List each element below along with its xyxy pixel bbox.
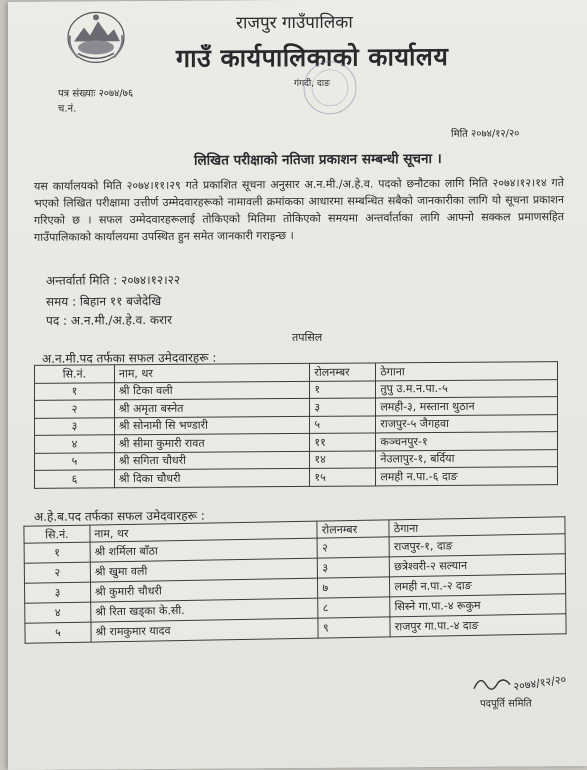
table-row	[35, 467, 558, 488]
cell-roll: ५	[310, 415, 376, 433]
cell-name: श्री सगिता चौधरी	[114, 451, 310, 470]
cell-roll: १	[310, 380, 376, 398]
notice-subject: लिखित परीक्षाको नतिजा प्रकाशन सम्बन्धी सूचना ।	[194, 150, 442, 169]
cell-roll: ८	[318, 597, 390, 618]
cell-address: लमही न.पा.-६ दाङ	[376, 467, 558, 486]
cell-serial: ६	[35, 470, 115, 488]
header-address: ठेगाना	[376, 362, 558, 381]
cell-name: श्री सोनामी सि भण्डारी	[114, 416, 310, 435]
cell-serial: ४	[25, 602, 91, 623]
signatory-title: पदपूर्ति समिति	[480, 698, 532, 710]
cell-roll: १५	[310, 468, 376, 486]
cell-name: श्री शर्मिला बाँठा	[90, 538, 318, 562]
header-serial: सि.नं.	[24, 525, 90, 543]
cell-serial: २	[35, 400, 115, 418]
cell-serial: ५	[25, 622, 91, 643]
office-location: गंगदी, दाङ	[294, 78, 330, 90]
header-name: नाम, थर	[90, 521, 318, 542]
interview-date: अन्तर्वार्ता मिति : २०७४।१२।२२	[46, 272, 181, 288]
cell-serial: २	[24, 562, 90, 583]
cell-name: श्री खुमा वली	[90, 558, 318, 582]
header-name: नाम, थर	[114, 363, 310, 382]
cell-name: श्री कुमारी चौधरी	[90, 578, 318, 602]
cell-name: श्री सीमा कुमारी रावत	[114, 433, 310, 452]
cell-address: राजपुर-५ जैगहवा	[376, 414, 558, 433]
details-label: तपसिल	[292, 330, 323, 345]
cell-roll: ११	[310, 433, 376, 451]
cell-name: श्री दिका चौधरी	[114, 468, 310, 487]
header-roll: रोलनम्बर	[317, 520, 389, 538]
header-address: ठेगाना	[389, 517, 565, 537]
ahw-results-table	[23, 516, 566, 643]
cell-roll: २	[317, 537, 389, 558]
reference-number: पत्र संख्याः २०७४/७६	[58, 88, 134, 100]
anm-section-title: अ.न.मी.पद तर्फका सफल उमेदवारहरू :	[42, 350, 217, 366]
office-title: गाउँ कार्यपालिकाको कार्यालय	[176, 41, 449, 73]
cell-address: तुपु उ.म.न.पा.-५	[376, 379, 558, 398]
government-emblem-icon	[64, 7, 128, 65]
cell-name: श्री टिका वली	[114, 381, 310, 400]
ahw-section-title: अ.हे.ब.पद तर्फका सफल उमेदवारहरू :	[34, 508, 205, 524]
cell-name: श्री रामकुमार यादव	[91, 618, 319, 642]
cell-roll: ३	[318, 557, 390, 578]
cell-roll: ३	[310, 398, 376, 416]
cell-serial: ३	[24, 582, 90, 603]
cell-roll: ७	[318, 577, 390, 598]
cell-address: लमही-३, मस्ताना थुठान	[376, 397, 558, 416]
cell-serial: १	[24, 542, 90, 563]
cell-name: श्री अमृता बस्नेत	[114, 398, 310, 417]
notice-body: यस कार्यालयको मिति २०७४।११।२९ गते प्रकाशित सूचना अनुसार अ.न.मी./अ.हे.व. पदको छनौटका लागि मिति २०७४।१२।१४ गते भएको लिखित परीक्षामा उत्तीर्ण उम्मेदवारहरूको नामावली क्रमांकका आधारमा सम्बन्धित सबैको जानकारीका लागि यो सूचना प्रकाशन गरिएको छ । सफल उम्मेदवारहरूलाई तोकिएको मितिमा तोकिएको समयमा अन्तर्वार्ताका लागि आफ्नो सक्कल प्रमाणसहित गाउँपालिकाको कार्यालयमा उपस्थित हुन समेत जानकारी गराइन्छ ।	[34, 176, 564, 244]
interview-time: समय : बिहान ११ बजेदेखि	[46, 293, 162, 309]
cell-name: श्री रिता खड्का के.सी.	[91, 598, 319, 622]
header-roll: रोलनम्बर	[310, 363, 376, 381]
cell-serial: ५	[35, 452, 115, 470]
cell-address: नेउलापुर-१, बर्दिया	[376, 449, 558, 468]
cell-address: राजपुर गा.पा.-४ दाङ	[390, 614, 566, 637]
cell-serial: ४	[35, 435, 115, 453]
dispatch-number: च.नं.	[58, 103, 77, 115]
cell-address: सिस्ने गा.पा.-४ रूकुम	[390, 594, 566, 617]
anm-results-table	[34, 361, 558, 488]
cell-address: छत्रेश्वरी-२ सल्यान	[390, 554, 566, 577]
cell-address: लमही न.पा.-२ दाङ	[390, 574, 566, 597]
notice-paper	[8, 0, 587, 770]
cell-address: राजपुर-१, दाङ	[389, 534, 565, 557]
post-title: पद : अ.न.मी./अ.हे.व. करार	[46, 312, 173, 328]
cell-serial: ३	[35, 417, 115, 435]
signature-date: २०७४/१२/२०	[512, 672, 568, 694]
header-serial: सि.नं.	[35, 365, 115, 383]
notice-date: मिति २०७४/१२/२०	[451, 128, 520, 140]
cell-roll: १४	[310, 450, 376, 468]
signature-scribble-icon	[470, 666, 580, 697]
cell-address: कञ्चनपुर-१	[376, 432, 558, 451]
cell-serial: १	[35, 382, 115, 400]
cell-roll: ९	[318, 617, 390, 638]
org-name: राजपुर गाउँपालिका	[236, 12, 353, 34]
